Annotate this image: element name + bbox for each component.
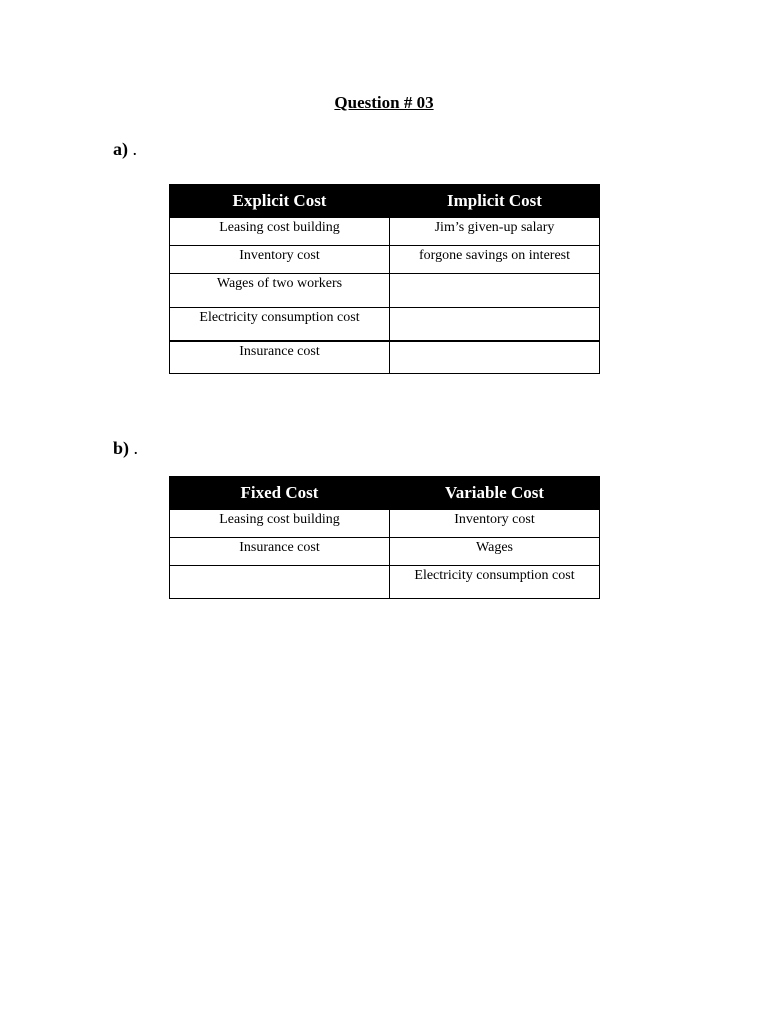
table-row [170,538,600,566]
section-label-b [113,438,138,459]
table-cell: Inventory cost [170,246,390,274]
section-label-a-suffix: . [132,139,137,159]
explicit-implicit-cost-table [169,184,600,374]
table-cell [170,566,390,599]
column-header-variable-cost: Variable Cost [390,477,600,510]
table-row [170,246,600,274]
column-header-implicit-cost: Implicit Cost [390,185,600,218]
table-cell [390,308,600,342]
table-cell: Wages of two workers [170,274,390,308]
table-cell [390,274,600,308]
section-label-b-letter: b) [113,438,130,458]
table-cell: Electricity consumption cost [390,566,600,599]
table-cell: Inventory cost [390,510,600,538]
table-cell: Insurance cost [170,341,390,374]
table-header-row [170,185,600,218]
table-cell: Insurance cost [170,538,390,566]
column-header-fixed-cost: Fixed Cost [170,477,390,510]
table-cell: Leasing cost building [170,510,390,538]
column-header-explicit-cost: Explicit Cost [170,185,390,218]
table-cell: Leasing cost building [170,218,390,246]
table-header-row [170,477,600,510]
table-cell: Wages [390,538,600,566]
page-title: Question # 03 [334,93,434,112]
table-row [170,274,600,308]
section-label-b-suffix: . [133,438,139,458]
section-label-a [113,139,137,160]
fixed-variable-cost-table [169,476,600,599]
table-row [170,218,600,246]
table-cell: forgone savings on interest [390,246,600,274]
table-row [170,308,600,342]
section-label-a-letter: a) [113,139,128,159]
table-row [170,566,600,599]
table-cell: Jim’s given-up salary [390,218,600,246]
table-row [170,510,600,538]
table-row [170,341,600,374]
table-cell: Electricity consumption cost [170,308,390,342]
table-cell [390,341,600,374]
